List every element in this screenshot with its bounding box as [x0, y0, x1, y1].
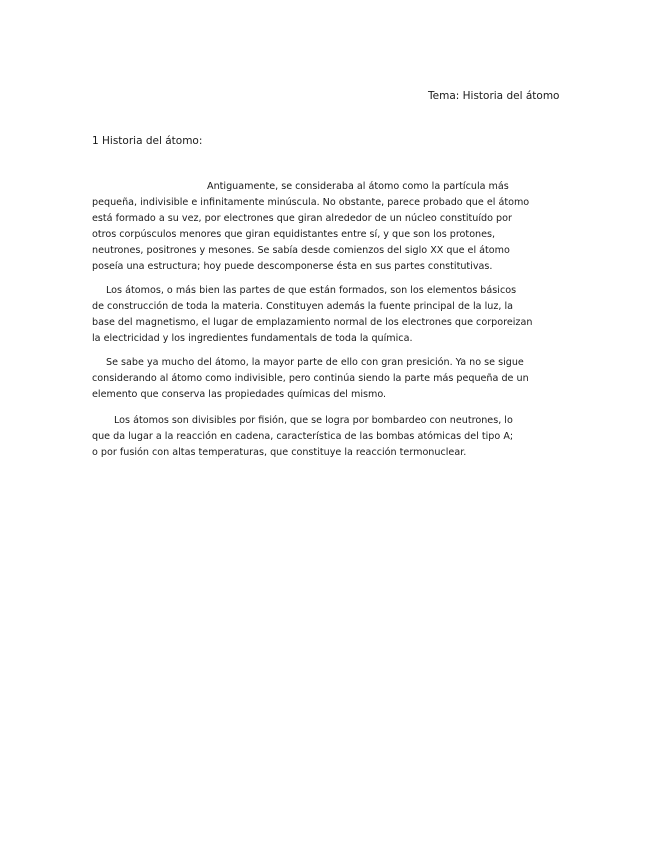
paragraph-line: Los átomos son divisibles por fisión, que se logra por bombardeo con neutrones, lo [114, 415, 513, 426]
paragraph-line: pequeña, indivisible e infinitamente minúscula. No obstante, parece probado que el átomo [92, 197, 530, 208]
paragraph-line: de construcción de toda la materia. Constituyen además la fuente principal de la luz, la [92, 301, 514, 312]
section-heading: 1 Historia del átomo: [92, 135, 203, 147]
paragraph-line: que da lugar a la reacción en cadena, característica de las bombas atómicas del tipo A; [92, 431, 514, 442]
paragraph-line: poseía una estructura; hoy puede descomponerse ésta en sus partes constitutivas. [92, 261, 493, 272]
paragraph-4 [92, 413, 572, 461]
paragraph-line: Los átomos, o más bien las partes de que están formados, son los elementos básicos [106, 285, 517, 296]
paragraph-line: Antiguamente, se consideraba al átomo como la partícula más [207, 181, 509, 192]
paragraph-2 [92, 283, 572, 347]
paragraph-line: o por fusión con altas temperaturas, que constituye la reacción termonuclear. [92, 447, 467, 458]
paragraph-line: la electricidad y los ingredientes fundamentals de toda la química. [92, 333, 413, 344]
paragraph-line: base del magnetismo, el lugar de emplazamiento normal de los electrones que corporeizan [92, 317, 533, 328]
paragraph-1 [92, 179, 572, 275]
paragraph-line: neutrones, positrones y mesones. Se sabía desde comienzos del siglo XX que el átomo [92, 245, 510, 256]
paragraph-line: Se sabe ya mucho del átomo, la mayor parte de ello con gran presición. Ya no se sigue [106, 357, 524, 368]
paragraph-line: otros corpúsculos menores que giran equidistantes entre sí, y que son los protones, [92, 229, 496, 240]
paragraph-line: considerando al átomo como indivisible, pero continúa siendo la parte más pequeña de un [92, 373, 529, 384]
paragraph-line: elemento que conserva las propiedades químicas del mismo. [92, 389, 387, 400]
document-title: Tema: Historia del átomo [428, 90, 560, 102]
paragraph-3 [92, 355, 572, 403]
paragraph-line: está formado a su vez, por electrones que giran alrededor de un núcleo constituído por [92, 213, 512, 224]
